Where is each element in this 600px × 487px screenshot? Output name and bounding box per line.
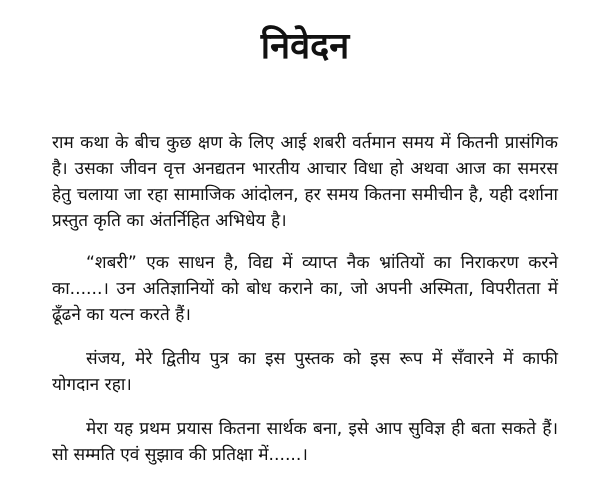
- paragraph-1: राम कथा के बीच कुछ क्षण के लिए आई शबरी वर्तमान समय में कितनी प्रासंगिक है। उसका जीवन वृत्त अनद्यतन भारतीय आचार विधा हो अथवा आज का समरस हेतु चलाया जा रहा सामाजिक आंदोलन, हर समय कितना समीचीन है, यही दर्शाना प्रस्तुत कृति का अंतर्निहित अभिधेय है।: [52, 133, 558, 231]
- paragraph-3: संजय, मेरे द्वितीय पुत्र का इस पुस्तक को इस रूप में सँवारने में काफी योगदान रहा।: [52, 349, 558, 395]
- paragraph-2: “शबरी” एक साधन है, विद्य में व्याप्त नैक भ्रांतियों का निराकरण करने का......। उन अतिज्ञानियों को बोध कराने का, जो अपनी अस्मिता, विपरीतता में ढूँढने का यत्न करते हैं।: [52, 253, 558, 325]
- page-title: निवेदन: [260, 26, 350, 67]
- paragraph-4: मेरा यह प्रथम प्रयास कितना सार्थक बना, इसे आप सुविज्ञ ही बता सकते हैं। सो सम्मति एवं सुझाव की प्रतिक्षा में......।: [52, 419, 558, 465]
